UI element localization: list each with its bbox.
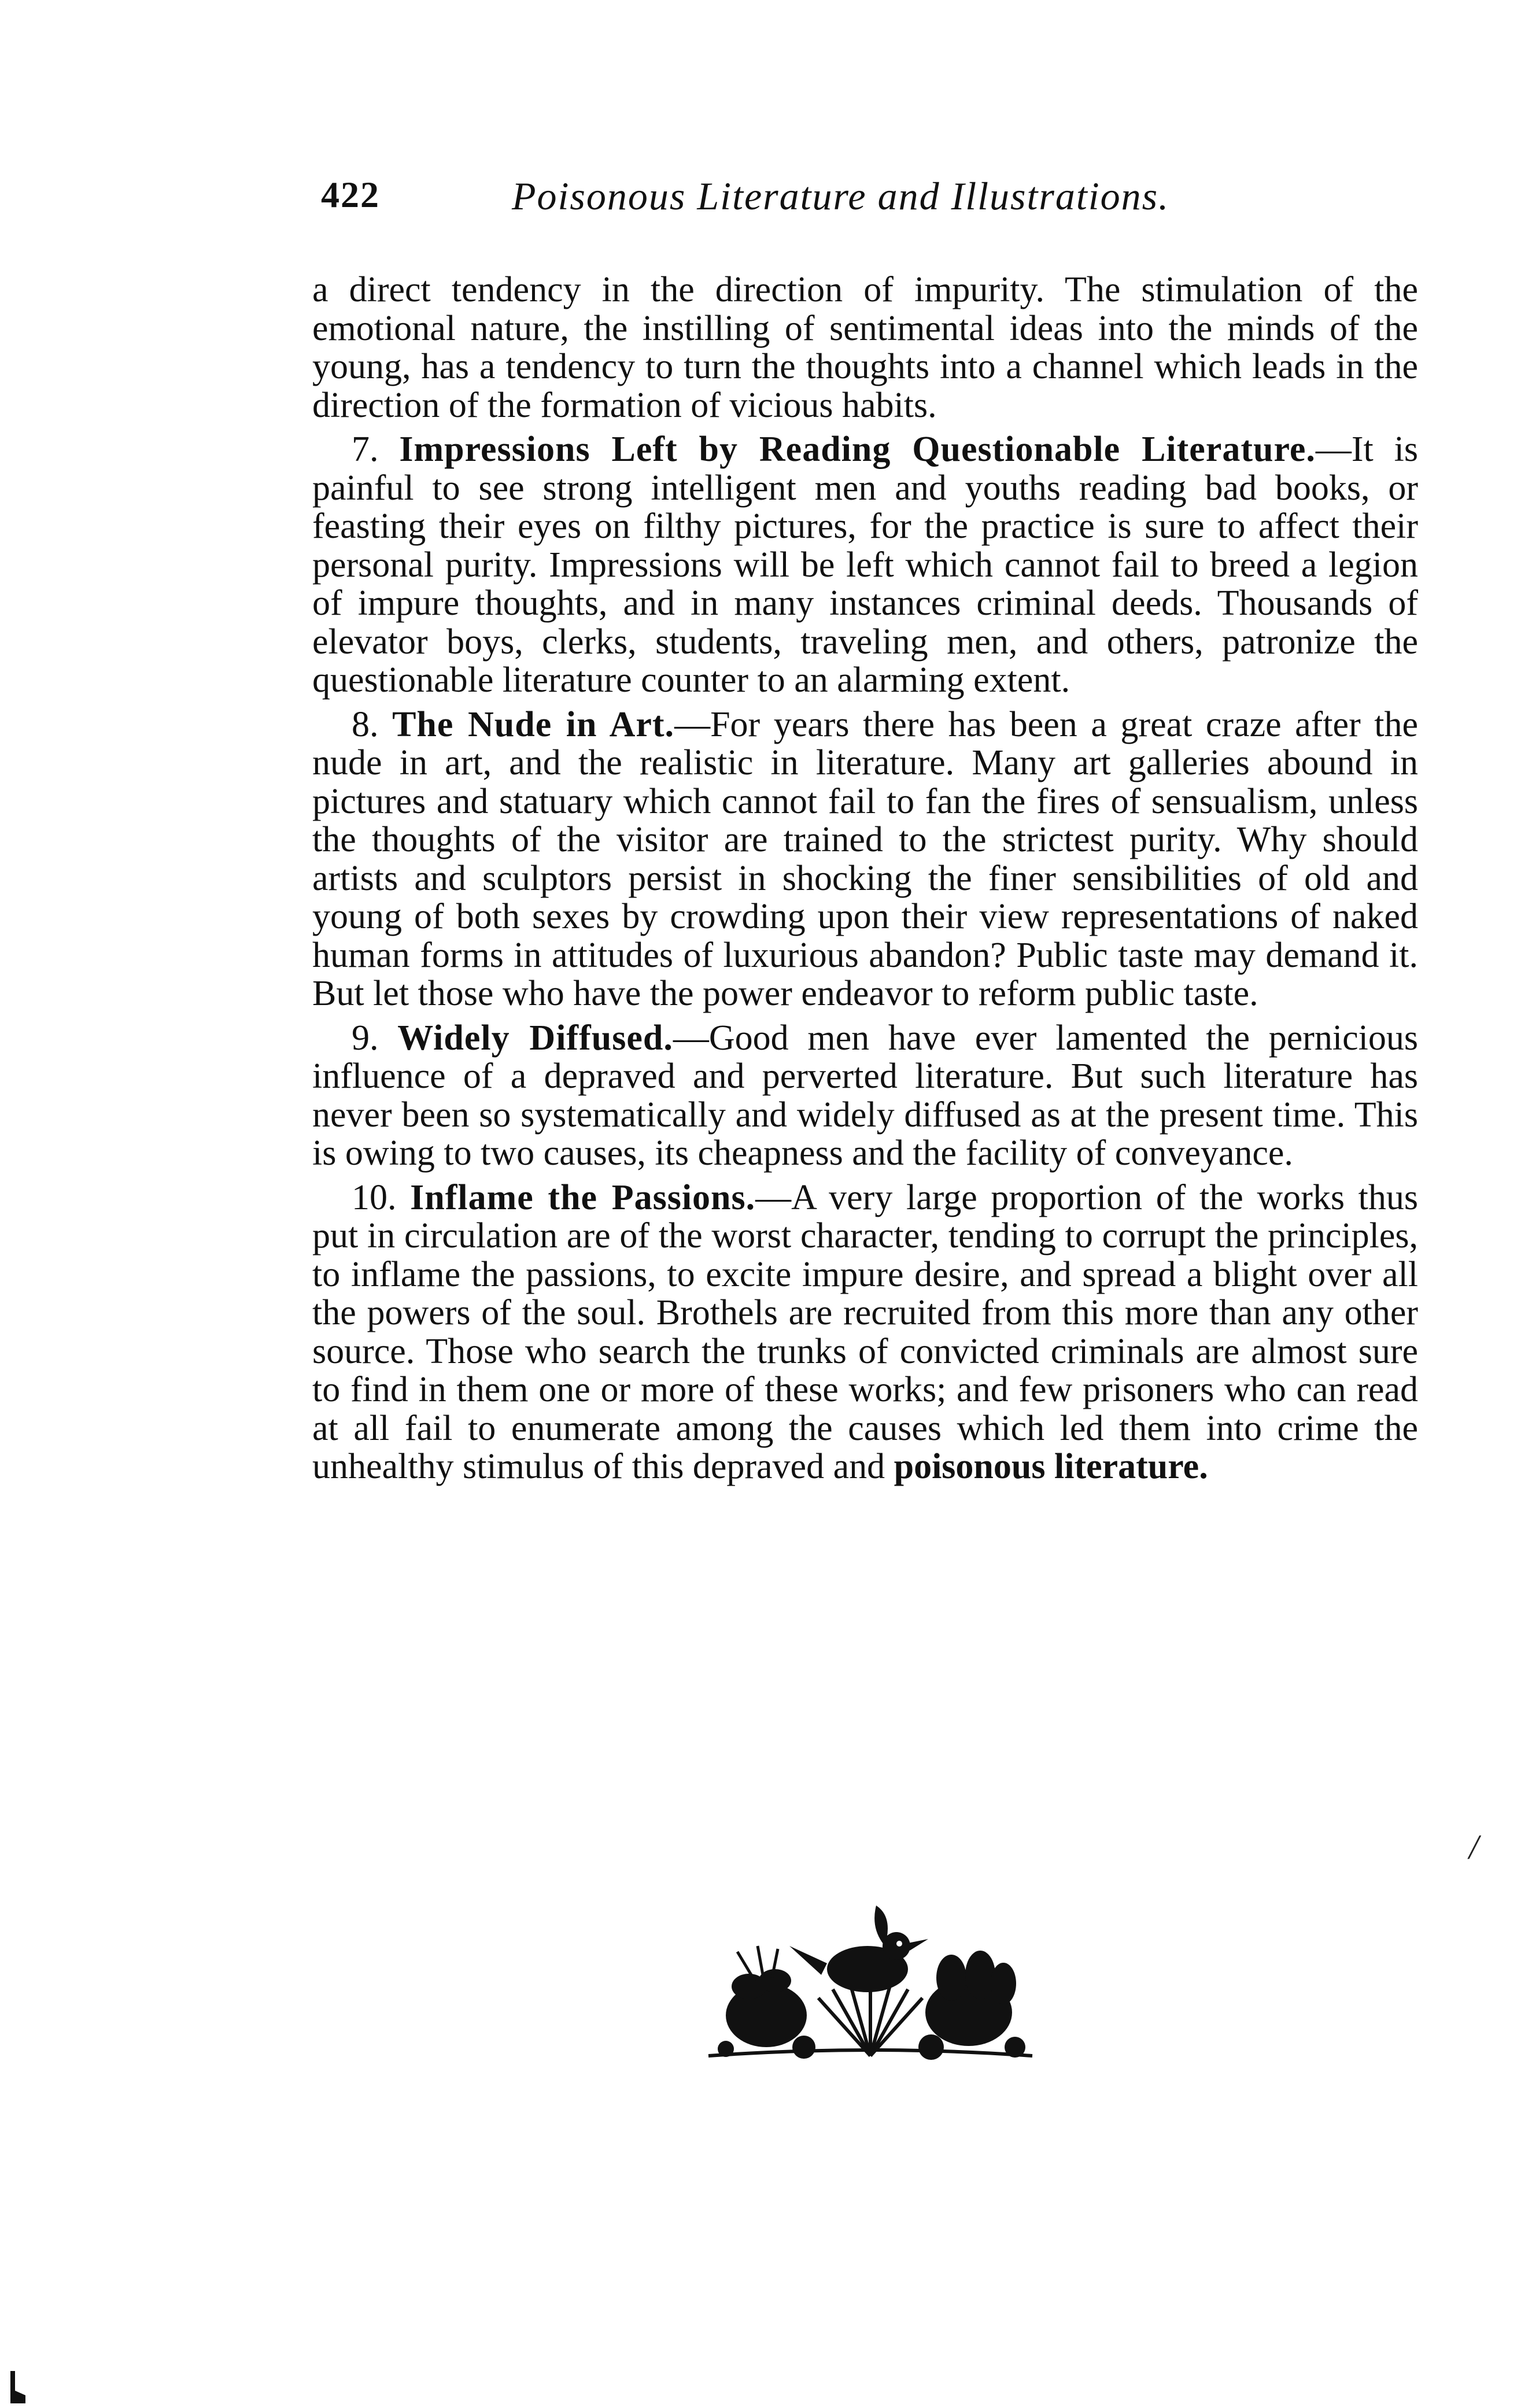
page-header — [321, 173, 1423, 243]
paragraph-text: —A very large proportion of the works thus put in circulation are of the worst character, tending to corrupt the principles, to inflame the passions, to excite impure desire, and spread a blight over all the powers of the soul. Brothels are recruited from this more than any other source. Those who search the trunks of convicted criminals are almost sure to find in them one or more of these works; and few prisoners who can read at all fail to enumerate among the causes which led them into crime the unhealthy stimulus of this depraved and — [312, 1177, 1418, 1486]
corner-mark — [8, 2371, 29, 2403]
paragraph-heading: Inflame the Passions. — [410, 1177, 756, 1217]
paragraph-heading: Widely Diffused. — [397, 1018, 673, 1058]
paragraph-7 — [312, 430, 1418, 700]
paragraph-heading: Impressions Left by Reading Questionable Literature. — [399, 430, 1316, 469]
bird-and-sheaves-vignette-icon — [703, 1882, 1038, 2073]
paragraph-number: 10. — [352, 1177, 397, 1217]
paragraph-text: —Good men have ever lamented the pernicious influence of a depraved and perverted literature. But such literature has never been so systematically and widely diffused as at the present time. This is owing to two causes, its cheapness and the facility of conveyance. — [312, 1018, 1419, 1173]
paragraph-8 — [312, 706, 1418, 1013]
margin-mark: / — [1469, 1828, 1479, 1866]
paragraph-text: a direct tendency in the direction of impurity. The stimulation of the emotional nature, the instilling of sentimental ideas into the minds of the young, has a tendency to turn the thoughts into a channel which leads in the direction of the formation of vicious habits. — [312, 270, 1418, 425]
paragraph-text: —It is painful to see strong intelligent men and youths reading bad books, or feasting their eyes on filthy pictures, for the practice is sure to affect their personal purity. Impressions will be left which cannot fail to breed a legion of impure thoughts, and in many instances criminal deeds. Thousands of elevator boys, clerks, students, traveling men, and others, patronize the questionable literature counter to an alarming extent. — [312, 430, 1418, 700]
paragraph-number: 7. — [352, 430, 379, 469]
paragraph-9 — [312, 1019, 1418, 1173]
paragraph-continuation — [312, 271, 1418, 424]
paragraph-text: —For years there has been a great craze after the nude in art, and the realistic in literature. Many art galleries abound in pictures and statuary which cannot fail to fan the fires of sensualism, unless the thoughts of the visitor are trained to the strictest purity. Why should artists and sculptors persist in shocking the finer sensibilities of old and young of both sexes by crowding upon their view representations of naked human forms in attitudes of luxurious abandon? Public taste may demand it. But let those who have the power endeavor to reform public taste. — [312, 704, 1419, 1013]
paragraph-number: 8. — [352, 704, 379, 744]
paragraph-10 — [312, 1179, 1418, 1486]
paragraph-number: 9. — [352, 1018, 379, 1058]
body-text — [312, 271, 1418, 1492]
page-number: 422 — [321, 174, 380, 215]
paragraph-closing: poisonous literature. — [894, 1447, 1208, 1486]
running-title: Poisonous Literature and Illustrations. — [512, 174, 1170, 218]
paragraph-heading: The Nude in Art. — [392, 704, 675, 744]
